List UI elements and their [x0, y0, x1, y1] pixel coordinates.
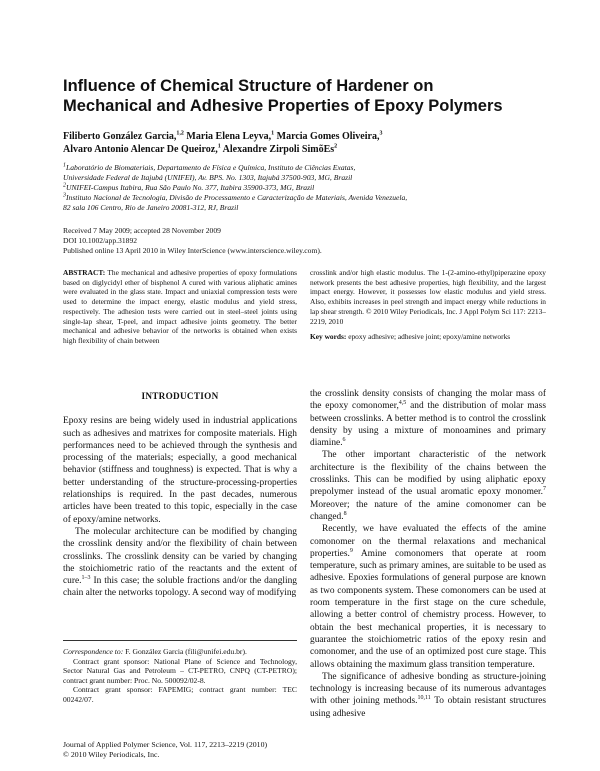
intro-paragraph-5: Recently, we have evaluated the effects of the amine comonomer on the thermal relaxations and mechanical properties.$^9$ Amine comonomers that operate at room temperature, such as primary amines, are suitable to be used as adhesive. Epoxies formulations of general purpose are known as two components system. These comonomers can be used at room temperature in the first stage on the cure schedule, allowing a better control of chemistry process. However, to obtain the best mechanical properties, it is necessary to guarantee the stoichiometric ratios of the epoxy resin and comonomer, and the use of an optimized post cure stage. This allows obtaining the maximum glass transition temperature. — [310, 524, 546, 670]
correspondence-label: Correspondence to: — [63, 647, 124, 656]
grant-sponsor-2: Contract grant sponsor: FAPEMIG; contract grant number: TEC 00242/07. — [63, 685, 297, 704]
abstract-left — [63, 268, 297, 346]
author-line-1 — [63, 131, 543, 144]
intro-paragraph-2: The molecular architecture can be modified by changing the crosslink density and/or the flexibility of chain between crosslinks. The crosslink density can be varied by changing the stoichiometric ratio of the reactants and the extent of cure.$^{1-3}$ In this case; the soluble fractions and/or the dangling chain alter the networks topology. A second way of modifying — [63, 526, 297, 599]
intro-paragraph-4: The other important characteristic of the network architecture is the flexibility of the chains between the crosslinks. This can be modified by using aliphatic epoxy prepolymer instead of the usual aromatic epoxy monomer.$^7$ Moreover; the nature of the amine comonomer can be changed.$^8$ — [310, 450, 546, 522]
article-history — [63, 226, 543, 256]
keywords-label: Key words: — [310, 332, 347, 342]
citation-sup: 8 — [343, 510, 347, 517]
abstract-text: crosslink and/or high elastic modulus. The 1-(2-amino-ethyl)piperazine epoxy network presents the best adhesive properties, high flexibility, and the largest impact energy. However, it possesses low elastic modulus and yield stress. Also, exhibits increases in peel strength and impact energy while reductions in lap shear strength. © 2010 Wiley Periodicals, Inc. J Appl Polym Sci 117: 2213–2219, 2010 — [310, 268, 546, 326]
received-date: Received 7 May 2009; accepted 28 November 2009 — [63, 226, 221, 235]
citation-sup: 10,11 — [417, 695, 431, 702]
author-leyva: Maria Elena Leyva, — [183, 131, 272, 142]
abstract-label: ABSTRACT: — [63, 268, 106, 277]
citation-sup: 1–3 — [81, 575, 91, 582]
published-online: Published online 13 April 2010 in Wiley InterScience (www.interscience.wiley.com). — [63, 246, 322, 255]
body-column-left — [63, 390, 297, 600]
citation-sup: 9 — [349, 547, 353, 554]
author-queiroz: Alvaro Antonio Alencar De Queiroz, — [63, 143, 218, 155]
paper-title — [63, 76, 543, 116]
correspondence: Correspondence to: F. González Garcia (fili@unifei.edu.br). — [63, 647, 247, 656]
affiliation-number: 3 — [63, 192, 66, 199]
journal-info: Journal of Applied Polymer Science, Vol. 117, 2213–2219 (2010) — [63, 740, 268, 749]
affiliation-line: Universidade Federal de Itajubá (UNIFEI), Av. BPS. No. 1303, Itajubá 37500-903, MG, Brazil — [63, 173, 353, 182]
affiliation-number: 2 — [63, 182, 66, 189]
intro-paragraph-1: Epoxy resins are being widely used in industrial applications such as adhesives and matrixes for composite materials. High performances need to be achieved through the synthesis and processing of the materials; especially, a good mechanical behavior (stiffness and toughness) is expected. That is why a better understanding of the structure-processing-properties relationships is required. In the past decades, numerous articles have been treated to this topic, especially in the case of epoxy/amine networks. — [63, 416, 297, 525]
footnotes — [63, 640, 297, 705]
affiliation-line: $^2$UNIFEI-Campus Itabira, Rua São Paulo No. 377, Itabira 35900-373, MG, Brazil — [63, 182, 315, 192]
affiliation-line: $^3$Instituto Nacional de Tecnologia, Divisão de Processamento e Caracterização de Materiais, Avenida Venezuela, — [63, 192, 408, 202]
affiliation-line: $^1$Laboratório de Biomateriais, Departamento de Física e Química, Instituto de Ciências Exatas, — [63, 162, 356, 172]
author-affil-sup: 1,2 — [176, 130, 184, 137]
author-oliveira: Marcia Gomes Oliveira, — [274, 131, 380, 142]
title-line-2: Mechanical and Adhesive Properties of Epoxy Polymers — [63, 97, 503, 115]
intro-paragraph-6: The significance of adhesive bonding as structure-joining technology is increasing because of its numerous advantages with other joining methods.$^{10,11}$ To obtain resistant structures using adhesive — [310, 671, 547, 719]
doi: DOI 10.1002/app.31892 — [63, 236, 138, 245]
body-column-right — [310, 388, 546, 720]
title-line-1: Influence of Chemical Structure of Hardener on — [63, 77, 434, 95]
copyright: © 2010 Wiley Periodicals, Inc. — [63, 749, 160, 759]
affiliation-line: 82 sala 106 Centro, Rio de Janeiro 20081-312, RJ, Brazil — [63, 203, 239, 212]
author-affil-sup: 1 — [271, 130, 275, 137]
abstract-right — [310, 268, 546, 342]
author-list — [63, 131, 543, 156]
author-affil-sup: 2 — [334, 143, 338, 150]
footnote-divider — [63, 640, 297, 641]
author-affil-sup: 1 — [217, 143, 221, 150]
abstract-text: The mechanical and adhesive properties of epoxy formulations based on diglycidyl ether of bisphenol A cured with various aliphatic amines were evaluated in the glass state. Impact and uniaxial compression tests were used to determine the impact energy, elastic modulus and yield stress, respectively. The adhesion tests were carried out in steel–steel joints using single-lap shear, T-peel, and impact adhesive joints geometry. The better mechanical and adhesive behavior of the networks is obtained when exists high flexibility of chain between — [63, 268, 298, 345]
author-affil-sup: 3 — [379, 130, 383, 137]
citation-sup: 4,5 — [398, 400, 407, 407]
author-simoes: Alexandre Zirpoli SimõEs — [220, 143, 335, 155]
keywords-text: epoxy adhesive; adhesive joint; epoxy/amine networks — [348, 332, 511, 342]
journal-citation — [63, 740, 323, 759]
citation-sup: 7 — [543, 486, 546, 493]
citation-sup: 6 — [342, 437, 346, 444]
section-heading-introduction: INTRODUCTION — [141, 391, 219, 401]
grant-sponsor-1: Contract grant sponsor: National Plane of Science and Technology, Sector Natural Gas and Petroleum – CT-PETRO, CNPQ (CT-PETRO); contract grant number: Proc. No. 500092/02-8. — [63, 656, 297, 685]
intro-paragraph-3: the crosslink density consists of changing the molar mass of the epoxy comonomer,$^{4,5}$ and the distribution of molar mass between crosslinks. A better method is to control the crosslink density by using a mixture of monoamines and primary diamine.$^6$ — [310, 389, 546, 449]
author-line-2 — [63, 144, 543, 157]
affiliation-number: 1 — [63, 162, 66, 169]
author-garcia: Filiberto González Garcia, — [63, 131, 177, 142]
affiliations — [63, 163, 543, 213]
keywords — [310, 332, 546, 342]
